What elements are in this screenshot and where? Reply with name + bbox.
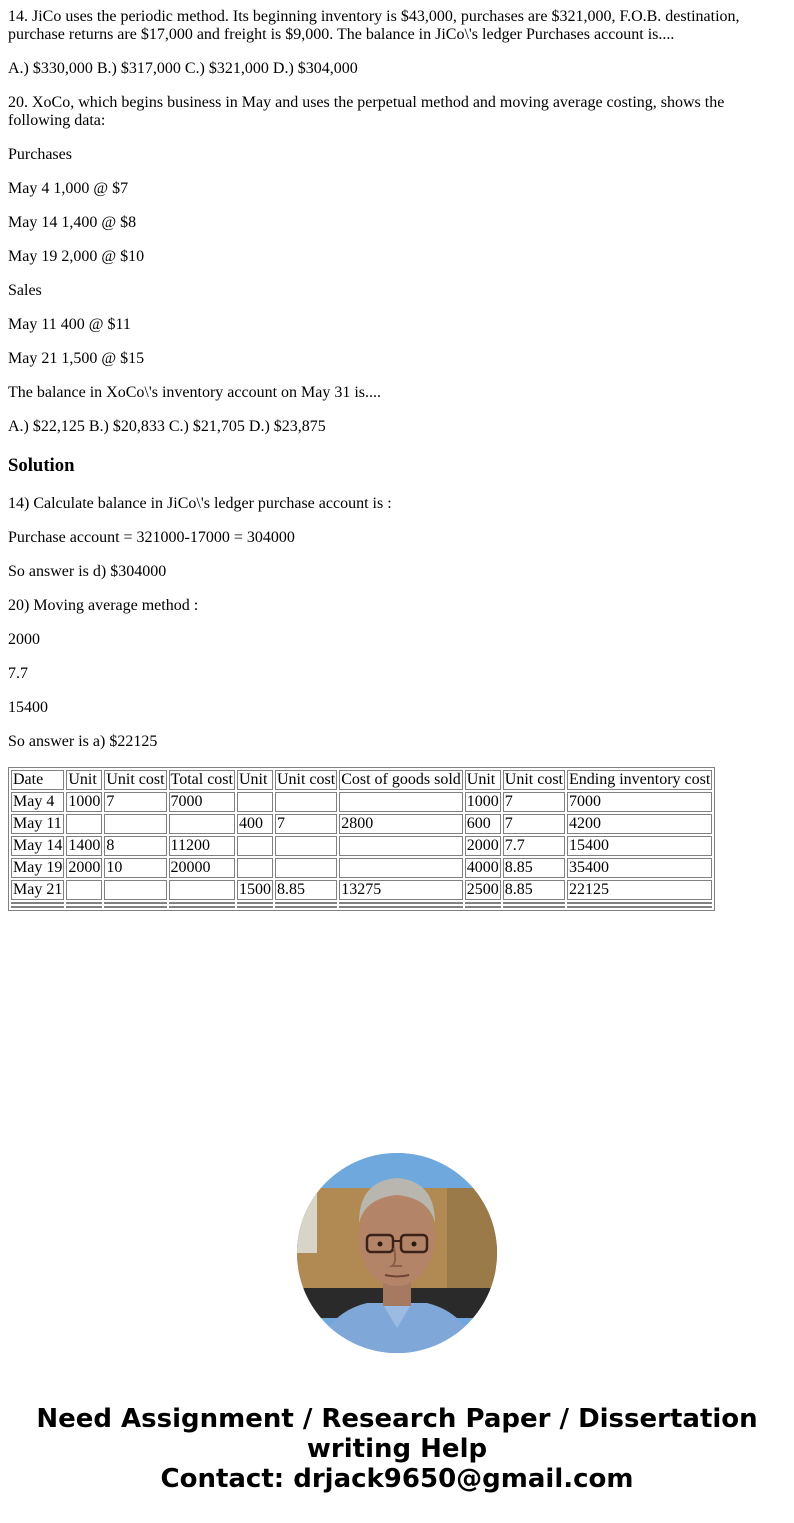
empty-cell <box>104 906 166 908</box>
table-row <box>11 814 712 834</box>
purchase-item: May 4 1,000 @ $7 <box>8 180 129 197</box>
table-cell <box>169 880 235 900</box>
inventory-table <box>8 767 715 911</box>
table-row <box>11 858 712 878</box>
table-cell: 8 <box>104 836 166 856</box>
table-cell: 1400 <box>68 837 101 854</box>
q14-options: A.) $330,000 B.) $317,000 C.) $321,000 D.) $304,000 <box>8 60 358 77</box>
table-row <box>11 836 712 856</box>
table-cell <box>66 814 102 834</box>
empty-cell <box>11 906 64 908</box>
q20-text: 20. XoCo, which begins business in May and uses the perpetual method and moving average costing, shows the following data: <box>8 94 725 129</box>
empty-cell <box>275 902 337 904</box>
purchase-item: May 14 1,400 @ $8 <box>8 214 137 231</box>
empty-cell <box>11 902 64 904</box>
table-cell <box>104 814 166 834</box>
empty-cell <box>567 906 712 908</box>
empty-cell <box>465 906 501 908</box>
promo-line: Need Assignment / Research Paper / Dissertation <box>36 1404 758 1434</box>
table-cell: 7 <box>275 814 337 834</box>
empty-cell <box>275 906 337 908</box>
sales-label: Sales <box>8 282 42 299</box>
table-cell: 2800 <box>339 814 463 834</box>
solution-line: 14) Calculate balance in JiCo\'s ledger purchase account is : <box>8 495 392 512</box>
table-cell <box>339 792 463 812</box>
empty-cell <box>339 906 463 908</box>
table-cell <box>339 858 463 878</box>
table-cell: 22125 <box>567 880 712 900</box>
table-cell: 8.85 <box>503 858 565 878</box>
table-cell: 7 <box>104 792 166 812</box>
empty-cell <box>465 902 501 904</box>
table-cell: 15400 <box>567 836 712 856</box>
table-cell: 1000 <box>466 793 499 810</box>
table-cell: 7000 <box>567 792 712 812</box>
table-cell: 35400 <box>567 858 712 878</box>
table-cell: 400 <box>237 814 273 834</box>
solution-line: Purchase account = 321000-17000 = 304000 <box>8 529 295 546</box>
header-cell: Unit <box>237 770 273 790</box>
person-photo-icon <box>297 1153 497 1353</box>
table-cell <box>237 792 273 812</box>
table-cell <box>275 836 337 856</box>
solution-line: 7.7 <box>8 665 28 682</box>
table-cell: 1500 <box>238 881 271 898</box>
table-cell <box>339 836 463 856</box>
table-cell: 7000 <box>169 792 235 812</box>
solution-line: So answer is d) $304000 <box>8 563 167 580</box>
solution-line: 20) Moving average method : <box>8 597 199 614</box>
table-cell: 8.85 <box>275 880 337 900</box>
solution-line: So answer is a) $22125 <box>8 733 158 750</box>
table-row <box>11 880 712 900</box>
empty-cell <box>237 902 273 904</box>
empty-cell <box>169 902 235 904</box>
purchases-label: Purchases <box>8 146 72 163</box>
header-cell: Cost of goods sold <box>341 771 461 788</box>
solution-line: 15400 <box>8 699 48 716</box>
table-cell: 20000 <box>169 858 235 878</box>
table-cell: May 11 <box>11 814 64 834</box>
empty-cell <box>237 906 273 908</box>
table-cell: 1000 <box>68 793 101 810</box>
table-cell <box>275 858 337 878</box>
q14-text: 14. JiCo uses the periodic method. Its beginning inventory is $43,000, purchases are $321,000, F.O.B. destination, purchase returns are $17,000 and freight is $9,000. The balance in JiCo\'s ledger Purchases account is.... <box>8 8 740 43</box>
table-cell: 2000 <box>68 859 101 876</box>
header-cell: Ending inventory cost <box>568 771 711 788</box>
table-cell <box>275 792 337 812</box>
table-cell <box>66 880 102 900</box>
table-cell <box>237 836 273 856</box>
empty-cell <box>339 902 463 904</box>
table-cell: 10 <box>104 858 166 878</box>
table-cell: May 4 <box>11 792 64 812</box>
table-cell: 600 <box>465 814 501 834</box>
header-cell: Unit cost <box>504 771 563 788</box>
author-avatar <box>297 1153 497 1353</box>
table-header-row <box>11 770 712 790</box>
header-cell: Unit <box>66 770 102 790</box>
table-row <box>11 792 712 812</box>
empty-cell <box>104 902 166 904</box>
table-cell: 4000 <box>466 859 499 876</box>
table-cell: May 21 <box>13 881 63 898</box>
empty-table-row <box>11 906 712 908</box>
q20-options: A.) $22,125 B.) $20,833 C.) $21,705 D.) $23,875 <box>8 418 326 435</box>
solution-heading: Solution <box>8 455 75 476</box>
empty-cell <box>567 902 712 904</box>
table-cell: 2500 <box>466 881 499 898</box>
promo-line: writing Help <box>306 1434 488 1464</box>
purchase-item: May 19 2,000 @ $10 <box>8 248 145 265</box>
sale-item: May 21 1,500 @ $15 <box>8 350 145 367</box>
empty-cell <box>169 906 235 908</box>
table-cell: May 14 <box>13 837 63 854</box>
table-cell: 8.85 <box>503 880 565 900</box>
table-cell: 11200 <box>169 836 235 856</box>
empty-cell <box>66 902 102 904</box>
header-cell: Total cost <box>170 771 233 788</box>
q20-question: The balance in XoCo\'s inventory account on May 31 is.... <box>8 384 382 401</box>
table-cell: 7 <box>503 792 565 812</box>
table-cell: 13275 <box>339 880 463 900</box>
header-cell: Date <box>11 770 64 790</box>
table-cell <box>169 814 235 834</box>
table-cell <box>237 858 273 878</box>
promo-banner <box>0 1404 794 1494</box>
table-cell: 7.7 <box>503 836 565 856</box>
empty-cell <box>503 906 565 908</box>
table-cell: May 19 <box>13 859 63 876</box>
sale-item: May 11 400 @ $11 <box>8 316 131 333</box>
header-cell: Unit cost <box>106 771 165 788</box>
table-cell <box>104 880 166 900</box>
solution-line: 2000 <box>8 631 40 648</box>
empty-cell <box>503 902 565 904</box>
empty-cell <box>66 906 102 908</box>
header-cell: Unit <box>465 770 501 790</box>
promo-contact: Contact: drjack9650@gmail.com <box>160 1464 634 1494</box>
table-cell: 2000 <box>466 837 499 854</box>
table-cell: 7 <box>503 814 565 834</box>
header-cell: Unit cost <box>276 771 336 788</box>
empty-table-row <box>11 902 712 904</box>
table-cell: 4200 <box>567 814 712 834</box>
